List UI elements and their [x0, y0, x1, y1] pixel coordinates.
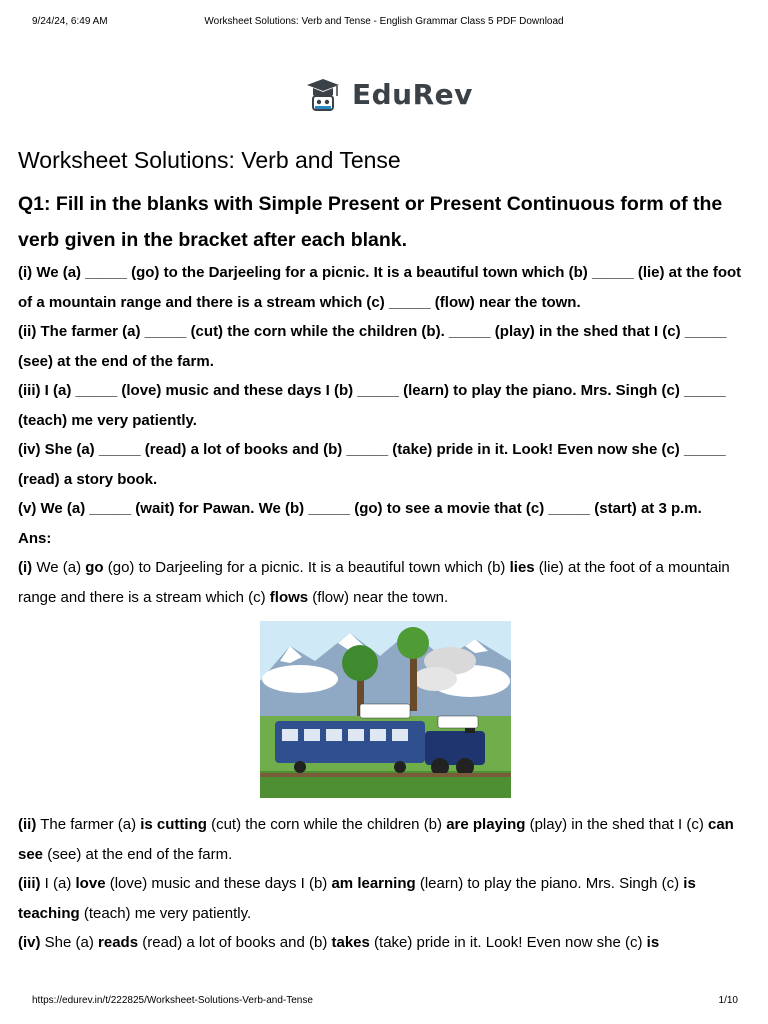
answer-verb: go — [85, 559, 104, 576]
answer-number: (iii) — [18, 875, 41, 892]
answer-text: (see) at the end of the farm. — [43, 845, 233, 863]
answer-text: (play) in the shed that I (c) — [525, 816, 708, 833]
answer-text: (lie) at the foot of a mountain range and there is a stream which (c) — [18, 559, 730, 606]
document-body — [18, 140, 754, 958]
page-title: Worksheet Solutions: Verb and Tense — [18, 147, 401, 173]
answer-text: (love) music and these days I (b) — [105, 875, 332, 892]
answer-3 — [18, 869, 754, 928]
answer-1 — [18, 553, 754, 612]
answer-text: (learn) to play the piano. Mrs. Singh (c) — [415, 875, 684, 892]
question-item: (i) We (a) _____ (go) to the Darjeeling for a picnic. It is a beautiful town which (b) _____ (lie) at the foot of a mountain range and there is a stream which (c) _____ (flow) near the town. — [18, 264, 742, 311]
answer-text: (read) a lot of books and (b) — [138, 934, 332, 951]
answer-text: (teach) me very patiently. — [79, 904, 252, 922]
answer-4 — [18, 928, 754, 958]
answer-text: (flow) near the town. — [308, 588, 449, 606]
answer-text: (cut) the corn while the children (b) — [206, 816, 447, 833]
answer-verb: reads — [98, 934, 139, 951]
question-title: Q1: Fill in the blanks with Simple Present or Present Continuous form of the verb given in the bracket after each blank. — [18, 193, 723, 251]
print-header — [0, 16, 768, 32]
answer-number: (i) — [18, 559, 33, 576]
train-illustration — [260, 621, 511, 798]
answer-text: (take) pride in it. Look! Even now she (c) — [369, 934, 647, 951]
question-item: (iii) I (a) _____ (love) music and these days I (b) _____ (learn) to play the piano. Mrs. Singh (c) _____ (teach) me very patiently. — [18, 382, 726, 429]
answer-text: (go) to Darjeeling for a picnic. It is a beautiful town which (b) — [103, 559, 510, 576]
answer-text: We (a) — [32, 559, 86, 576]
answer-text: She (a) — [40, 934, 99, 951]
answer-verb: am learning — [331, 875, 416, 892]
answer-verb: is — [646, 934, 660, 951]
print-doc-title: Worksheet Solutions: Verb and Tense - English Grammar Class 5 PDF Download — [204, 16, 564, 27]
answer-text: The farmer (a) — [36, 816, 141, 833]
answer-verb: is cutting — [140, 816, 207, 833]
question-item: (iv) She (a) _____ (read) a lot of books and (b) _____ (take) pride in it. Look! Even now she (c) _____ (read) a story book. — [18, 441, 726, 488]
brand-name: EduRev — [352, 77, 473, 111]
answer-verb: love — [75, 875, 106, 892]
page-number: 1/10 — [718, 995, 738, 1006]
answer-verb: takes — [331, 934, 370, 951]
graduation-cap-logo-icon — [304, 76, 342, 112]
answer-verb: are playing — [446, 816, 526, 833]
answer-text: I (a) — [40, 875, 76, 892]
answer-label: Ans: — [18, 529, 52, 547]
page-url[interactable]: https://edurev.in/t/222825/Worksheet-Solutions-Verb-and-Tense — [32, 995, 313, 1006]
answer-verb: can see — [18, 816, 734, 863]
answer-verb: is teaching — [18, 875, 696, 922]
print-date: 9/24/24, 6:49 AM — [32, 16, 108, 27]
answer-number: (ii) — [18, 816, 37, 833]
question-item: (v) We (a) _____ (wait) for Pawan. We (b) _____ (go) to see a movie that (c) _____ (start) at 3 p.m. — [18, 500, 702, 517]
question-item: (ii) The farmer (a) _____ (cut) the corn while the children (b). _____ (play) in the shed that I (c) _____ (see) at the end of the farm. — [18, 323, 727, 370]
answer-2 — [18, 810, 754, 869]
answer-verb: lies — [509, 559, 535, 576]
edurev-logo[interactable] — [304, 74, 473, 114]
answer-verb: flows — [269, 588, 309, 606]
answer-number: (iv) — [18, 934, 41, 951]
